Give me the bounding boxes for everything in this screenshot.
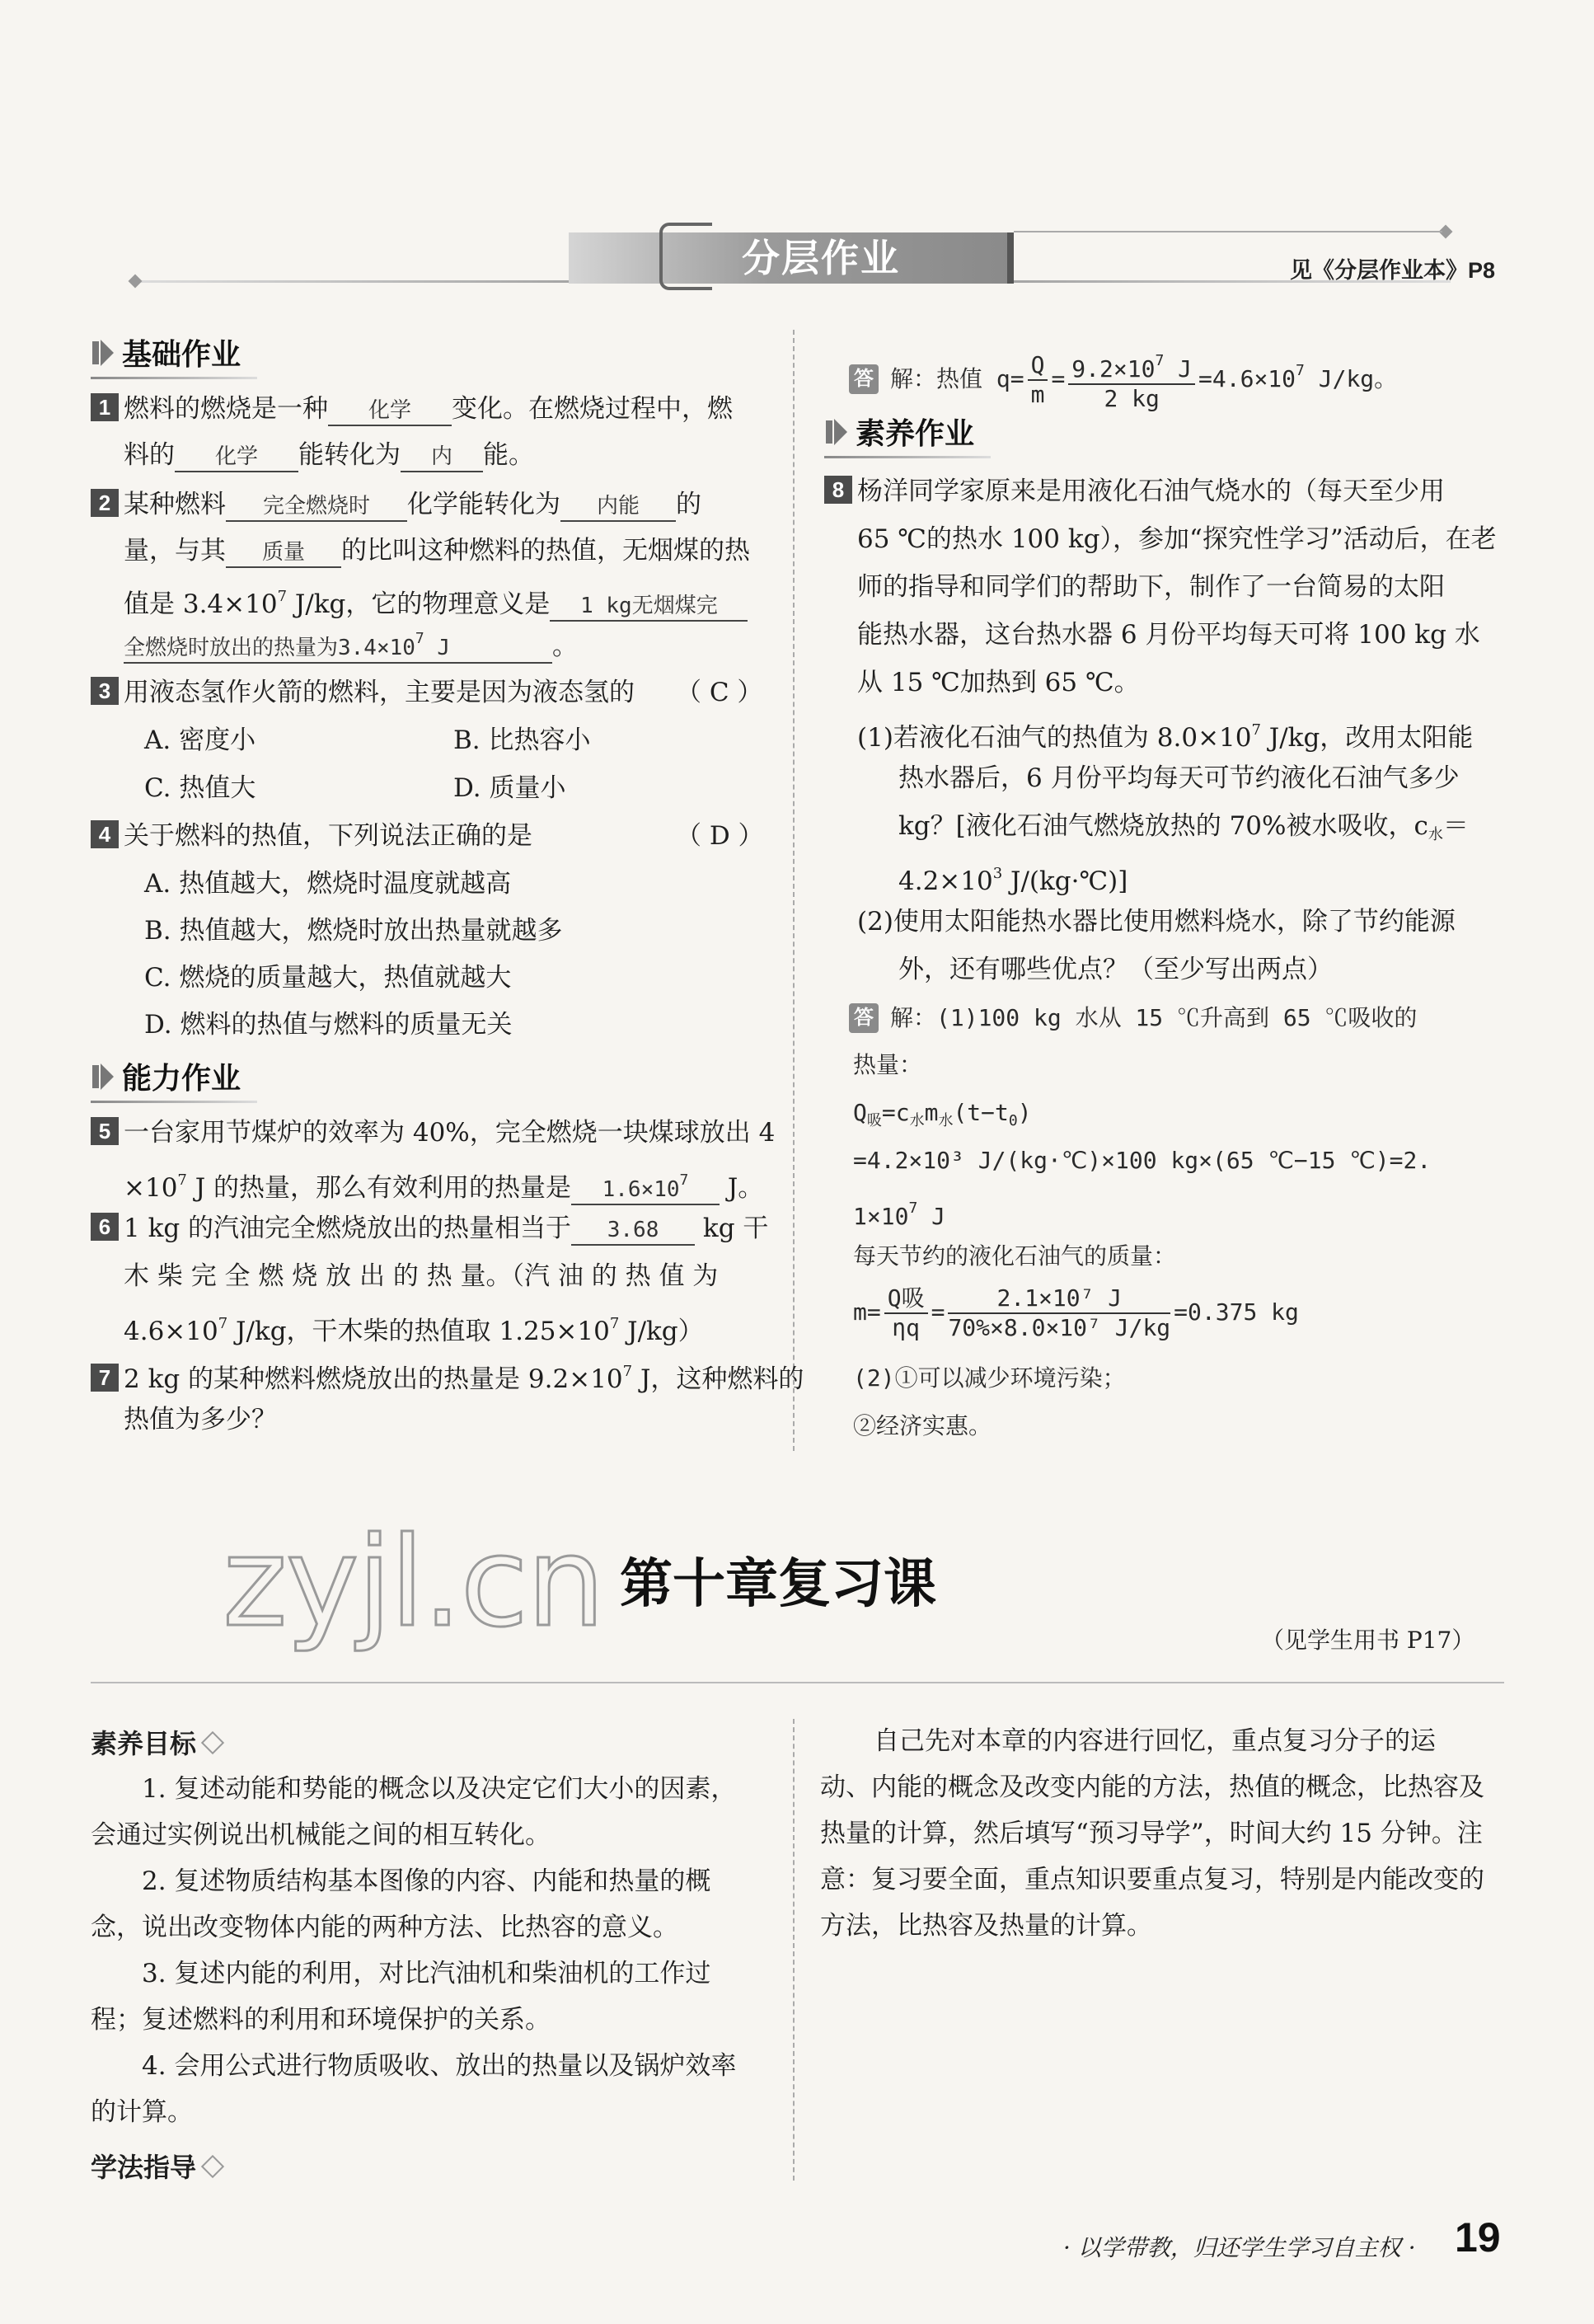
- q1-text5: 能。: [483, 440, 534, 470]
- section-underline: [91, 1101, 257, 1103]
- q5-text: 一台家用节煤炉的效率为 40%，完全燃烧一块煤球放出 4: [124, 1118, 776, 1148]
- q1-answer2: 化学: [175, 443, 298, 472]
- bottom-column-divider: [793, 1719, 795, 2181]
- footer-slogan: · 以学带教，归还学生学习自主权 ·: [1063, 2234, 1416, 2261]
- q8-sol-c: =c: [881, 1099, 910, 1126]
- q8-line5: 从 15 ℃加热到 65 ℃。: [857, 668, 1140, 697]
- q3-option-d: D. 质量小: [453, 773, 566, 803]
- banner-dot-left-icon: [129, 275, 143, 289]
- q7-text2: J，这种燃料的: [632, 1364, 804, 1394]
- q2-text: 某种燃料: [124, 490, 226, 519]
- guide-line1: 自己先对本章的内容进行回忆，重点复习分子的运: [874, 1726, 1436, 1756]
- q2-answer2: 内能: [560, 492, 676, 522]
- q3-option-a: A. 密度小: [144, 725, 256, 755]
- q5-line2: [124, 1162, 763, 1206]
- q1-text2: 变化。在燃烧过程中，燃: [452, 394, 733, 424]
- column-divider: [793, 330, 795, 1451]
- q8-sol-line2: 热量：: [853, 1051, 923, 1078]
- banner-title: 分层作业: [742, 237, 900, 279]
- q3-text: 用液态氢作火箭的燃料，主要是因为液态氢的: [124, 678, 635, 707]
- banner-ref: 见《分层作业本》P8: [1290, 258, 1496, 283]
- frac-den: m: [1030, 380, 1045, 408]
- q8-sol-unit: J: [917, 1203, 945, 1230]
- q5-answer: [571, 1167, 720, 1205]
- q6-text: 1 kg 的汽油完全燃烧放出的热量相当于: [124, 1214, 572, 1243]
- q8-p1-text3: kg？[液化石油气燃烧放热的 70%被水吸收，c: [898, 811, 1428, 841]
- q2-answer5-sup: 7: [415, 630, 424, 647]
- q8-p1-text2: J/kg，改用太阳能: [1260, 723, 1474, 753]
- banner-end-bar: [1007, 232, 1014, 284]
- q2-line1: [91, 486, 701, 523]
- q8-p1-sup: 7: [1251, 721, 1261, 739]
- q4-option-b: B. 热值越大，燃烧时放出热量就越多: [144, 916, 563, 946]
- q4-text: 关于燃料的热值，下列说法正确的是: [124, 821, 532, 851]
- q2-text6: 值是 3.4×10: [124, 589, 278, 619]
- diamond-icon: [201, 2155, 224, 2178]
- q1-text4: 能转化为: [298, 440, 401, 470]
- q3-line1: [91, 674, 635, 711]
- q7-fraction1: [1028, 351, 1048, 409]
- q6-number: 6: [91, 1213, 119, 1241]
- q2-line3: [124, 579, 748, 622]
- q8-sol-line6: 每天节约的液化石油气的质量：: [853, 1242, 1177, 1270]
- q4-answer: （ D ）: [676, 821, 764, 851]
- q3-option-b: B. 比热容小: [453, 725, 591, 755]
- q8-sol-sub1: 吸: [866, 1112, 882, 1129]
- q8-sol-sub4: 0: [1008, 1112, 1018, 1129]
- chapter-rule: [91, 1682, 1504, 1683]
- q2-answer1: 完全燃烧时: [226, 492, 407, 522]
- q8-sol-m-eq: m=: [853, 1298, 881, 1326]
- guide-line3: 热量的计算，然后填写“预习导学”，时间大约 15 分钟。注: [820, 1819, 1483, 1848]
- q3-number: 3: [91, 677, 119, 705]
- q4-option-d: D. 燃料的热值与燃料的质量无关: [144, 1010, 513, 1040]
- q8-sol-m: m: [924, 1099, 939, 1126]
- q1-answer1: 化学: [328, 397, 452, 426]
- section-literacy-title: 素养作业: [856, 416, 975, 450]
- q8-p1-text6: J/(kg·℃)]: [1002, 866, 1128, 896]
- q2-line4: [124, 625, 578, 664]
- q5-text2: ×10: [124, 1173, 178, 1203]
- q6-text2: kg 干: [695, 1214, 769, 1243]
- banner-logo-icon: [659, 223, 712, 290]
- q7-fraction2: [1068, 347, 1195, 413]
- q4-line1: [91, 818, 532, 854]
- q6-text5: J/kg）: [619, 1317, 704, 1346]
- q1-line1: [91, 391, 733, 427]
- q8-sol-sub2: 水: [909, 1112, 925, 1129]
- q8-fraction1: [884, 1284, 928, 1342]
- goal-line8: 的计算。: [91, 2097, 193, 2127]
- goal-line2: 会通过实例说出机械能之间的相互转化。: [91, 1820, 551, 1850]
- frac-num2-sup: 7: [1155, 351, 1165, 369]
- goals-heading-text: 素养目标: [91, 1729, 197, 1758]
- answer-badge-icon: 答: [849, 364, 879, 394]
- section-literacy-homework: [824, 412, 974, 455]
- guide-line4: 意：复习要全面，重点知识要重点复习，特别是内能改变的: [820, 1865, 1484, 1894]
- q8-part1-line3: [898, 808, 1469, 853]
- q7-number: 7: [91, 1364, 119, 1392]
- frac-num2-text: 9.2×10: [1071, 354, 1156, 383]
- q8-text: 杨洋同学家原来是用液化石油气烧水的（每天至少用: [857, 477, 1445, 506]
- q8-part1-line1: [857, 712, 1473, 756]
- q2-answer4: 1 kg无烟煤完: [550, 592, 748, 622]
- q7-sol-unit: J/kg。: [1304, 365, 1398, 392]
- section-ability-title: 能力作业: [122, 1061, 241, 1095]
- goal-line1: 1. 复述动能和势能的概念以及决定它们大小的因素，: [142, 1774, 737, 1804]
- frac-num2: [1068, 347, 1195, 385]
- q2-text7: J/kg，它的物理意义是: [287, 589, 551, 619]
- q8-sol-sub3: 水: [938, 1112, 954, 1129]
- q8-sol-paren: ): [1017, 1099, 1032, 1126]
- q8-line1: [824, 473, 1445, 509]
- q1-number: 1: [91, 393, 119, 421]
- section-basic-title: 基础作业: [122, 337, 241, 371]
- q6-text4: J/kg，干木柴的热值取 1.25×10: [227, 1317, 610, 1346]
- q2-text4: 量，与其: [124, 536, 226, 566]
- q2-answer5-unit: J: [424, 636, 451, 660]
- frac-num2: 2.1×10⁷ J: [948, 1284, 1170, 1314]
- arrow-icon: [824, 416, 849, 448]
- section-basic-homework: [91, 333, 241, 376]
- q8-sol-text1: 解：(1)100 kg 水从 15 ℃升高到 65 ℃吸收的: [890, 1004, 1418, 1031]
- frac-den: ηq: [892, 1314, 920, 1341]
- q6-sup1: 7: [218, 1315, 228, 1332]
- goal-line5: 3. 复述内能的利用，对比汽油机和柴油机的工作过: [142, 1959, 711, 1988]
- page-number: 19: [1455, 2214, 1501, 2261]
- q8-sol-line4: =4.2×10³ J/(kg·℃)×100 kg×(65 ℃−15 ℃)=2.: [853, 1147, 1432, 1174]
- q2-answer5: [124, 625, 552, 664]
- q8-part2-line2: 外，还有哪些优点？（至少写出两点）: [898, 955, 1333, 984]
- q8-part1-line2: 热水器后，6 月份平均每天可节约液化石油气多少: [898, 763, 1460, 793]
- goal-line7: 4. 会用公式进行物质吸收、放出的热量以及锅炉效率: [142, 2051, 737, 2081]
- q1-answer3: 内: [401, 443, 483, 472]
- q8-sol-line9: ②经济实惠。: [853, 1412, 992, 1439]
- q8-line4: 能热水器，这台热水器 6 月份平均每天可将 100 kg 水: [857, 620, 1480, 650]
- frac-num2-unit: J: [1164, 354, 1193, 383]
- q3-option-c: C. 热值大: [144, 773, 256, 803]
- q8-fraction2: [948, 1284, 1170, 1342]
- q8-sol-line1: [849, 999, 1417, 1036]
- q6-answer: 3.68: [571, 1216, 695, 1246]
- q8-part1-line4: [898, 856, 1128, 899]
- q1-line2: [124, 437, 534, 473]
- q8-sol-result: 1×10: [853, 1203, 909, 1230]
- q8-sol-t: (t−t: [953, 1099, 1009, 1126]
- goal-line6: 程；复述燃料的利用和环境保护的关系。: [91, 2005, 551, 2035]
- diamond-icon: [201, 1731, 224, 1754]
- q5-answer-sup: 7: [679, 1171, 689, 1189]
- q8-sol-eq: =: [931, 1298, 945, 1326]
- q8-p1-text5: 4.2×10: [898, 866, 993, 896]
- q2-answer3: 质量: [226, 538, 341, 568]
- arrow-icon: [91, 1060, 115, 1093]
- chapter-ref: （见学生用书 P17）: [1261, 1627, 1475, 1654]
- q7-text: 2 kg 的某种燃料燃烧放出的热量是 9.2×10: [124, 1364, 623, 1394]
- q2-text3: 的: [676, 490, 701, 519]
- method-heading-text: 学法指导: [91, 2153, 197, 2182]
- q5-number: 5: [91, 1117, 119, 1145]
- goal-line4: 念，说出改变物体内能的两种方法、比热容的意义。: [91, 1913, 678, 1942]
- banner-rule-top: [1014, 231, 1442, 232]
- q8-p1-text4: ＝: [1442, 811, 1469, 841]
- q2-text2: 化学能转化为: [407, 490, 560, 519]
- q8-part2-line1: (2)使用太阳能热水器比使用燃料烧水，除了节约能源: [857, 907, 1456, 937]
- q8-sol-line5: [853, 1190, 945, 1235]
- q5-text4: J。: [720, 1173, 764, 1203]
- section-ability-homework: [91, 1057, 241, 1100]
- q7-line1: [91, 1354, 804, 1397]
- q1-text3: 料的: [124, 440, 175, 470]
- q7-sol-text: 解：热值 q=: [890, 365, 1024, 392]
- guide-line2: 动、内能的概念及改变内能的方法，热值的概念，比热容及: [820, 1772, 1484, 1802]
- answer-badge-icon: 答: [849, 1003, 879, 1033]
- q8-sol-sup: 7: [908, 1200, 918, 1217]
- q8-sol-line7: [853, 1279, 1299, 1345]
- q6-line1: [91, 1210, 768, 1247]
- q2-text8: 。: [552, 631, 578, 661]
- frac-den2: 2 kg: [1104, 384, 1160, 412]
- q5-sup: 7: [177, 1171, 187, 1189]
- q5-answer-text: 1.6×10: [602, 1177, 680, 1202]
- q6-sup2: 7: [609, 1315, 620, 1332]
- q8-line2: 65 ℃的热水 100 kg），参加“探究性学习”活动后，在老: [857, 524, 1497, 554]
- q2-text5: 的比叫这种燃料的热值，无烟煤的热: [341, 536, 750, 566]
- q2-number: 2: [91, 489, 119, 517]
- goals-heading: [91, 1723, 221, 1761]
- q3-answer: （ C ）: [676, 678, 763, 707]
- q7-line2: 热值为多少？: [124, 1405, 277, 1434]
- q8-sol-line8: (2)①可以减少环境污染；: [853, 1364, 1126, 1392]
- q6-text3: 4.6×10: [124, 1317, 218, 1346]
- q8-sol-line3: [853, 1095, 1032, 1139]
- q7-sup: 7: [622, 1363, 633, 1380]
- arrow-icon: [91, 336, 115, 369]
- frac-den2: 70%×8.0×10⁷ J/kg: [948, 1314, 1171, 1341]
- q8-p1-sub: 水: [1428, 826, 1443, 843]
- goal-line3: 2. 复述物质结构基本图像的内容、内能和热量的概: [142, 1866, 711, 1896]
- q4-option-c: C. 燃烧的质量越大，热值就越大: [144, 963, 512, 993]
- q2-sup: 7: [277, 588, 288, 605]
- q7-sol-sup: 7: [1296, 362, 1305, 379]
- q7-sol-eq: =: [1051, 365, 1066, 392]
- frac-num: Q吸: [884, 1284, 928, 1314]
- section-underline: [824, 456, 991, 458]
- method-heading: [91, 2147, 221, 2185]
- q1-text: 燃料的燃烧是一种: [124, 394, 328, 424]
- frac-num: Q: [1028, 351, 1048, 381]
- q8-line3: 师的指导和同学们的帮助下，制作了一台简易的太阳: [857, 572, 1445, 602]
- q4-option-a: A. 热值越大，燃烧时温度就越高: [144, 869, 512, 899]
- q7-solution: [849, 341, 1397, 413]
- q8-p1-sup2: 3: [992, 865, 1003, 882]
- q2-answer5-text: 全燃烧时放出的热量为3.4×10: [124, 636, 415, 660]
- q6-line3: [124, 1306, 704, 1350]
- q6-line2: 木 柴 完 全 燃 烧 放 出 的 热 量。（汽 油 的 热 值 为: [124, 1261, 719, 1291]
- q8-number: 8: [824, 476, 852, 504]
- q7-sol-result: =4.6×10: [1198, 365, 1296, 392]
- chapter-title: 第十章复习课: [620, 1553, 936, 1615]
- q2-line2: [124, 533, 750, 569]
- q4-number: 4: [91, 820, 119, 848]
- section-underline: [91, 377, 257, 379]
- q8-p1-text: (1)若液化石油气的热值为 8.0×10: [857, 723, 1252, 753]
- q8-sol-m-result: =0.375 kg: [1174, 1298, 1299, 1326]
- q5-line1: [91, 1115, 775, 1151]
- guide-line5: 方法，比热容及热量的计算。: [820, 1911, 1152, 1941]
- watermark-logo: zyjl.cn: [223, 1511, 604, 1655]
- q8-sol-q: Q: [853, 1099, 867, 1126]
- q5-text3: J 的热量，那么有效利用的热量是: [186, 1173, 572, 1203]
